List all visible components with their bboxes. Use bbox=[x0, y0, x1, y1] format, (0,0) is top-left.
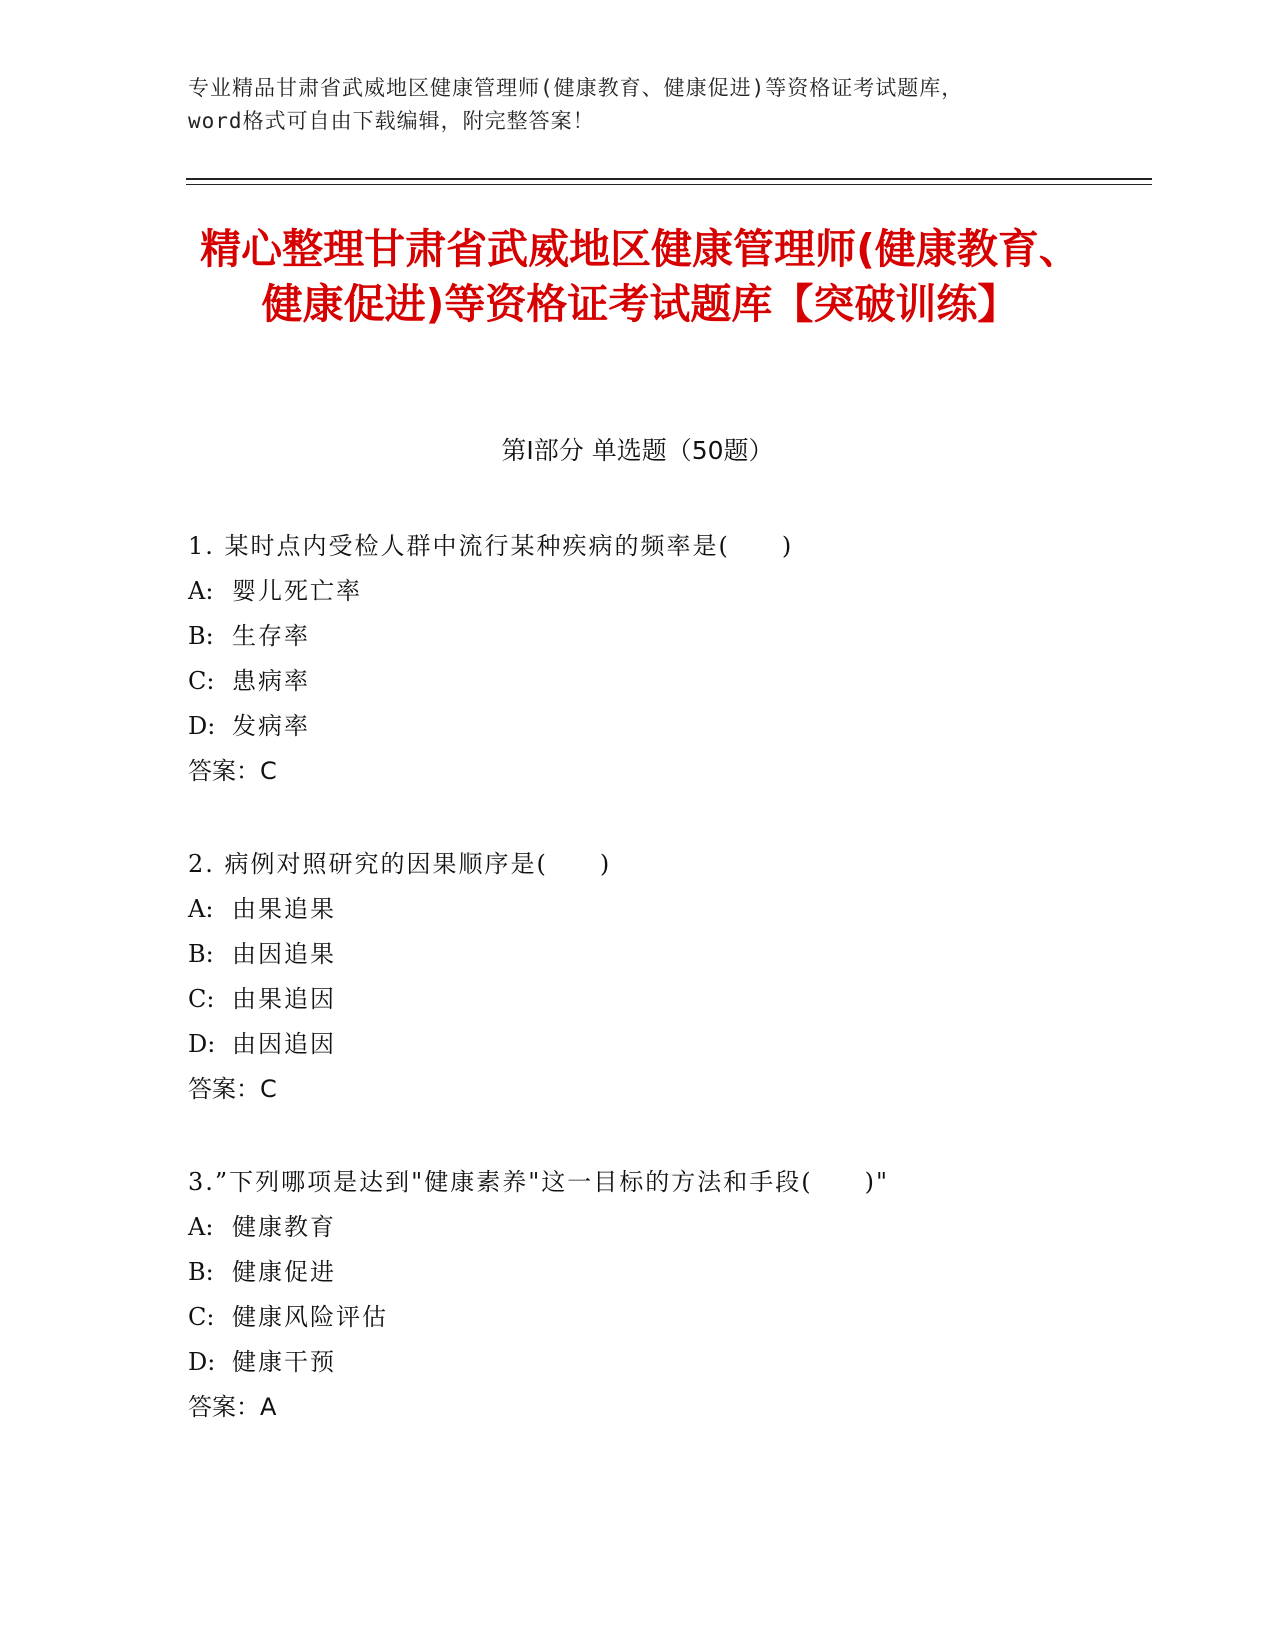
answer: 答案：A bbox=[188, 1393, 277, 1421]
option-label: D: bbox=[188, 1348, 216, 1376]
option-a bbox=[188, 569, 1088, 614]
option-d bbox=[188, 1340, 1088, 1385]
option-label: C: bbox=[188, 1303, 215, 1331]
question-text: 3.”下列哪项是达到"健康素养"这一目标的方法和手段( )" bbox=[188, 1168, 890, 1196]
option-label: B: bbox=[188, 622, 214, 650]
option-text: 生存率 bbox=[232, 622, 310, 650]
option-text: 健康干预 bbox=[232, 1348, 336, 1376]
answer: 答案：C bbox=[188, 1075, 277, 1103]
document-title: 精心整理甘肃省武威地区健康管理师(健康教育、健康促进)等资格证考试题库【突破训练】 bbox=[200, 225, 1080, 328]
option-label: D: bbox=[188, 1030, 216, 1058]
option-text: 发病率 bbox=[232, 712, 310, 740]
option-text: 婴儿死亡率 bbox=[232, 577, 362, 605]
option-a bbox=[188, 1205, 1088, 1250]
option-text: 由因追果 bbox=[232, 940, 336, 968]
option-c bbox=[188, 659, 1088, 704]
question-1 bbox=[188, 524, 1088, 794]
option-c bbox=[188, 1295, 1088, 1340]
option-label: A: bbox=[188, 895, 214, 923]
option-b bbox=[188, 614, 1088, 659]
option-c bbox=[188, 977, 1088, 1022]
question-text: 2. 病例对照研究的因果顺序是( ) bbox=[188, 850, 612, 878]
option-text: 由果追因 bbox=[232, 985, 336, 1013]
answer: 答案：C bbox=[188, 757, 277, 785]
header-divider-thick bbox=[186, 178, 1152, 180]
option-b bbox=[188, 932, 1088, 977]
option-label: B: bbox=[188, 1258, 214, 1286]
option-b bbox=[188, 1250, 1088, 1295]
section-title: 第Ⅰ部分 单选题（50题） bbox=[501, 436, 774, 465]
option-label: D: bbox=[188, 712, 216, 740]
option-label: C: bbox=[188, 985, 215, 1013]
question-text: 1. 某时点内受检人群中流行某种疾病的频率是( ) bbox=[188, 532, 794, 560]
option-a bbox=[188, 887, 1088, 932]
header-note-line-2: word格式可自由下载编辑，附完整答案！ bbox=[188, 109, 595, 133]
option-text: 由果追果 bbox=[232, 895, 336, 923]
header-note-line-1: 专业精品甘肃省武威地区健康管理师(健康教育、健康促进)等资格证考试题库， bbox=[188, 76, 964, 100]
question-3 bbox=[188, 1160, 1088, 1430]
header-note bbox=[188, 72, 1068, 138]
option-text: 健康教育 bbox=[232, 1213, 336, 1241]
option-label: A: bbox=[188, 1213, 214, 1241]
option-label: B: bbox=[188, 940, 214, 968]
option-label: A: bbox=[188, 577, 214, 605]
option-d bbox=[188, 704, 1088, 749]
option-text: 患病率 bbox=[232, 667, 310, 695]
question-2 bbox=[188, 842, 1088, 1112]
option-text: 健康促进 bbox=[232, 1258, 336, 1286]
option-label: C: bbox=[188, 667, 215, 695]
header-divider-thin bbox=[186, 184, 1152, 185]
option-text: 由因追因 bbox=[232, 1030, 336, 1058]
option-d bbox=[188, 1022, 1088, 1067]
option-text: 健康风险评估 bbox=[232, 1303, 388, 1331]
